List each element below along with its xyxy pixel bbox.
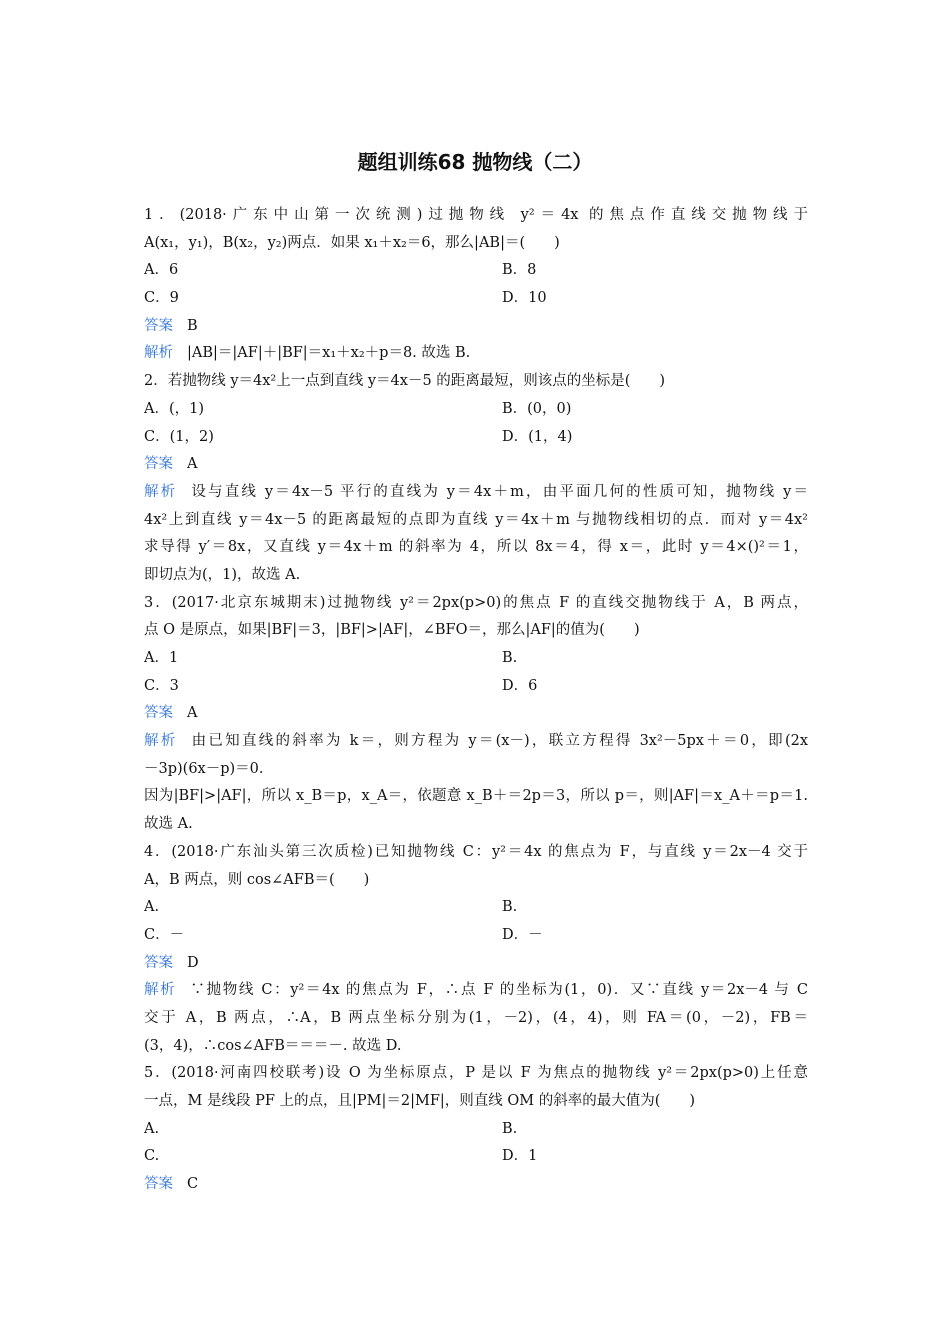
page-title: 题组训练68 抛物线（二）: [357, 150, 593, 174]
option-row: [144, 285, 808, 313]
text-line: [144, 451, 808, 479]
option-right: D．10: [502, 290, 547, 307]
text-line: [144, 230, 808, 258]
option-row: [144, 257, 808, 285]
line-text: A: [187, 456, 198, 473]
line-text: 求导得 y′＝8x，又直线 y＝4x＋m 的斜率为 4，所以 8x＝4，得 x＝，此时 y＝4×()²＝1，: [144, 539, 808, 556]
analysis-label: 解析: [144, 982, 177, 999]
text-line: [144, 756, 808, 784]
line-text: 一点，M 是线段 PF 上的点，且|PM|＝2|MF|，则直线 OM 的斜率的最大值为( ): [144, 1093, 696, 1109]
answer-label: 答案: [144, 1176, 173, 1193]
option-left: A．6: [144, 262, 179, 279]
option-row: [144, 1116, 808, 1144]
line-text: ∵抛物线 C：y²＝4x 的焦点为 F，∴点 F 的坐标为(1，0)．又∵直线 y＝2x－4 与 C: [190, 982, 808, 999]
line-text: 4．(2018·广东汕头第三次质检)已知抛物线 C：y²＝4x 的焦点为 F，与直线 y＝2x－4 交于: [144, 843, 808, 860]
option-left: A．(，1): [144, 400, 205, 417]
text-line: [144, 1171, 808, 1199]
text-line: [144, 340, 808, 368]
option-row: [144, 396, 808, 424]
option-left: C．3: [144, 677, 179, 694]
line-text: A，B 两点，则 cos∠AFB＝( ): [144, 871, 370, 888]
option-row: [144, 894, 808, 922]
answer-label: 答案: [144, 705, 173, 722]
option-left: A.: [144, 1120, 160, 1137]
line-text: 4x²上到直线 y＝4x－5 的距离最短的点即为直线 y＝4x＋m 与抛物线相切的点．而对 y＝4x²: [144, 511, 808, 528]
text-line: [144, 1060, 808, 1088]
text-line: [144, 1088, 808, 1116]
text-line: [144, 617, 808, 645]
text-line: [144, 479, 808, 507]
text-line: [144, 728, 808, 756]
line-text: 1．(2018·广东中山第一次统测)过抛物线 y²＝4x 的焦点作直线交抛物线于: [144, 207, 808, 223]
line-text: 3．(2017·北京东城期末)过抛物线 y²＝2px(p>0)的焦点 F 的直线交抛物线于 A，B 两点，: [144, 594, 808, 611]
option-left: A．1: [144, 650, 179, 666]
analysis-label: 解析: [144, 733, 178, 750]
line-text: D: [187, 954, 199, 971]
line-text: －3p)(6x－p)＝0.: [144, 760, 264, 777]
line-text: A(x₁，y₁)，B(x₂，y₂)两点．如果 x₁＋x₂＝6，那么|AB|＝( ): [144, 234, 560, 251]
option-row: [144, 673, 808, 701]
line-text: C: [187, 1176, 199, 1193]
option-right: B．8: [502, 262, 537, 279]
analysis-label: 解析: [144, 345, 173, 362]
answer-label: 答案: [144, 954, 173, 971]
line-text: 故选 A.: [144, 816, 193, 833]
text-line: [144, 839, 808, 867]
text-line: [144, 202, 808, 230]
document-body: [144, 202, 808, 1199]
option-left: A.: [144, 899, 160, 916]
option-left: C．9: [144, 290, 179, 307]
line-text: |AB|＝|AF|＋|BF|＝x₁＋x₂＋p＝8. 故选 B.: [187, 345, 471, 362]
answer-label: 答案: [144, 317, 173, 334]
line-text: 5．(2018·河南四校联考)设 O 为坐标原点，P 是以 F 为焦点的抛物线 y²＝2px(p>0)上任意: [144, 1065, 808, 1082]
option-right: D．－: [502, 926, 543, 943]
option-right: B.: [502, 1120, 518, 1137]
option-left: C．(1，2): [144, 428, 214, 445]
option-right: D．6: [502, 677, 538, 694]
line-text: 点 O 是原点，如果|BF|＝3，|BF|>|AF|，∠BFO＝，那么|AF|的值为( ): [144, 622, 640, 639]
line-text: 2．若抛物线 y＝4x²上一点到直线 y＝4x－5 的距离最短，则该点的坐标是( ): [144, 373, 666, 390]
text-line: [144, 368, 808, 396]
line-text: 即切点为(，1)，故选 A.: [144, 566, 301, 583]
option-right: B．(0，0): [502, 400, 572, 417]
option-right: B.: [502, 899, 518, 916]
line-text: (3，4)，∴cos∠AFB＝＝＝－. 故选 D.: [144, 1037, 402, 1054]
text-line: [144, 562, 808, 590]
text-line: [144, 977, 808, 1005]
line-text: 设与直线 y＝4x－5 平行的直线为 y＝4x＋m，由平面几何的性质可知，抛物线 y＝: [191, 483, 808, 500]
answer-label: 答案: [144, 456, 173, 473]
text-line: [144, 313, 808, 341]
text-line: [144, 534, 808, 562]
line-text: 由已知直线的斜率为 k＝，则方程为 y＝(x－)，联立方程得 3x²－5px＋＝0，即(2x: [191, 733, 808, 750]
text-line: [144, 700, 808, 728]
text-line: [144, 783, 808, 811]
line-text: A: [187, 705, 198, 722]
text-line: [144, 1005, 808, 1033]
option-row: [144, 645, 808, 673]
text-line: [144, 811, 808, 839]
option-row: [144, 1143, 808, 1171]
option-right: B.: [502, 650, 518, 666]
option-right: D．1: [502, 1148, 538, 1165]
line-text: 交于 A，B 两点，∴A，B 两点坐标分别为(1，－2)，(4，4)，则 FA＝(0，－2)，FB＝: [144, 1009, 808, 1026]
text-line: [144, 1033, 808, 1061]
option-left: C.: [144, 1148, 160, 1165]
text-line: [144, 507, 808, 535]
option-row: [144, 424, 808, 452]
line-text: B: [187, 317, 198, 334]
line-text: 因为|BF|>|AF|，所以 x_B＝p，x_A＝，依题意 x_B＋＝2p＝3，所以 p＝，则|AF|＝x_A＋＝p＝1.: [144, 788, 808, 805]
text-line: [144, 590, 808, 618]
analysis-label: 解析: [144, 483, 178, 500]
option-row: [144, 922, 808, 950]
option-left: C．－: [144, 926, 185, 943]
text-line: [144, 950, 808, 978]
text-line: [144, 867, 808, 895]
option-right: D．(1，4): [502, 428, 573, 445]
